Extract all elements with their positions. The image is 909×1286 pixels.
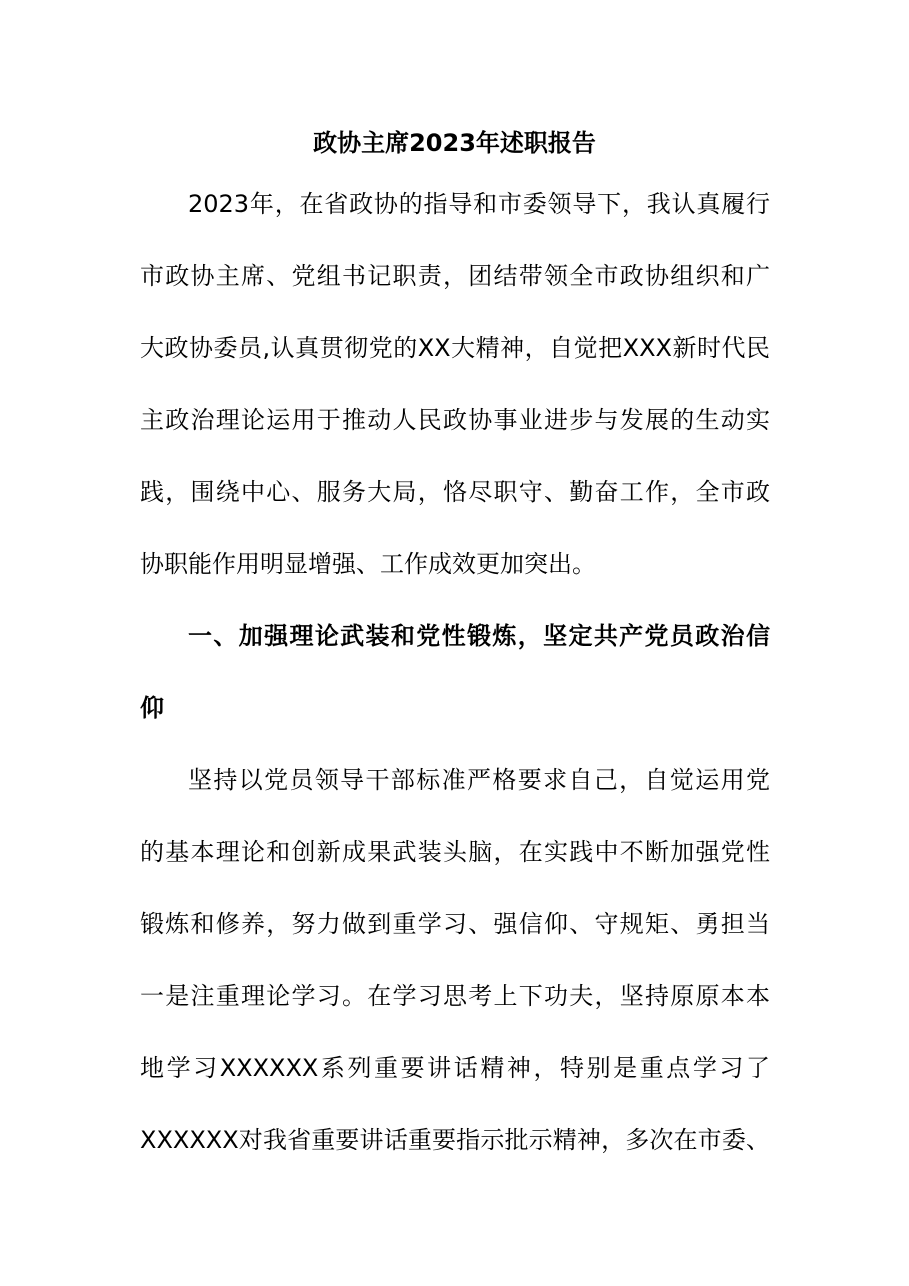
paragraph-2-line-2: 的基本理论和创新成果武装头脑，在实践中不断加强党性	[140, 838, 770, 866]
paragraph-2-line-6: XXXXXX对我省重要讲话重要指示批示精神，多次在市委、	[140, 1126, 770, 1154]
paragraph-1-line-6: 协职能作用明显增强、工作成效更加突出。	[140, 550, 596, 578]
document-title: 政协主席2023年述职报告	[313, 129, 596, 157]
section-heading-1-line-2: 仰	[140, 694, 164, 722]
paragraph-1-line-4: 主政治理论运用于推动人民政协事业进步与发展的生动实	[140, 406, 770, 434]
paragraph-1-line-1: 2023年，在省政协的指导和市委领导下，我认真履行	[188, 190, 770, 218]
paragraph-1-line-2: 市政协主席、党组书记职责，团结带领全市政协组织和广	[140, 262, 770, 290]
paragraph-1-line-5: 践，围绕中心、服务大局，恪尽职守、勤奋工作，全市政	[140, 478, 770, 506]
paragraph-2-line-3: 锻炼和修养，努力做到重学习、强信仰、守规矩、勇担当	[140, 910, 770, 938]
paragraph-1-line-3: 大政协委员,认真贯彻党的XX大精神，自觉把XXX新时代民	[140, 334, 770, 362]
paragraph-2-line-5: 地学习XXXXXX系列重要讲话精神，特别是重点学习了	[140, 1054, 770, 1082]
paragraph-2-line-4: 一是注重理论学习。在学习思考上下功夫，坚持原原本本	[140, 982, 770, 1010]
paragraph-2-line-1: 坚持以党员领导干部标准严格要求自己，自觉运用党	[188, 766, 770, 794]
section-heading-1-line-1: 一、加强理论武装和党性锻炼，坚定共产党员政治信	[188, 622, 770, 650]
